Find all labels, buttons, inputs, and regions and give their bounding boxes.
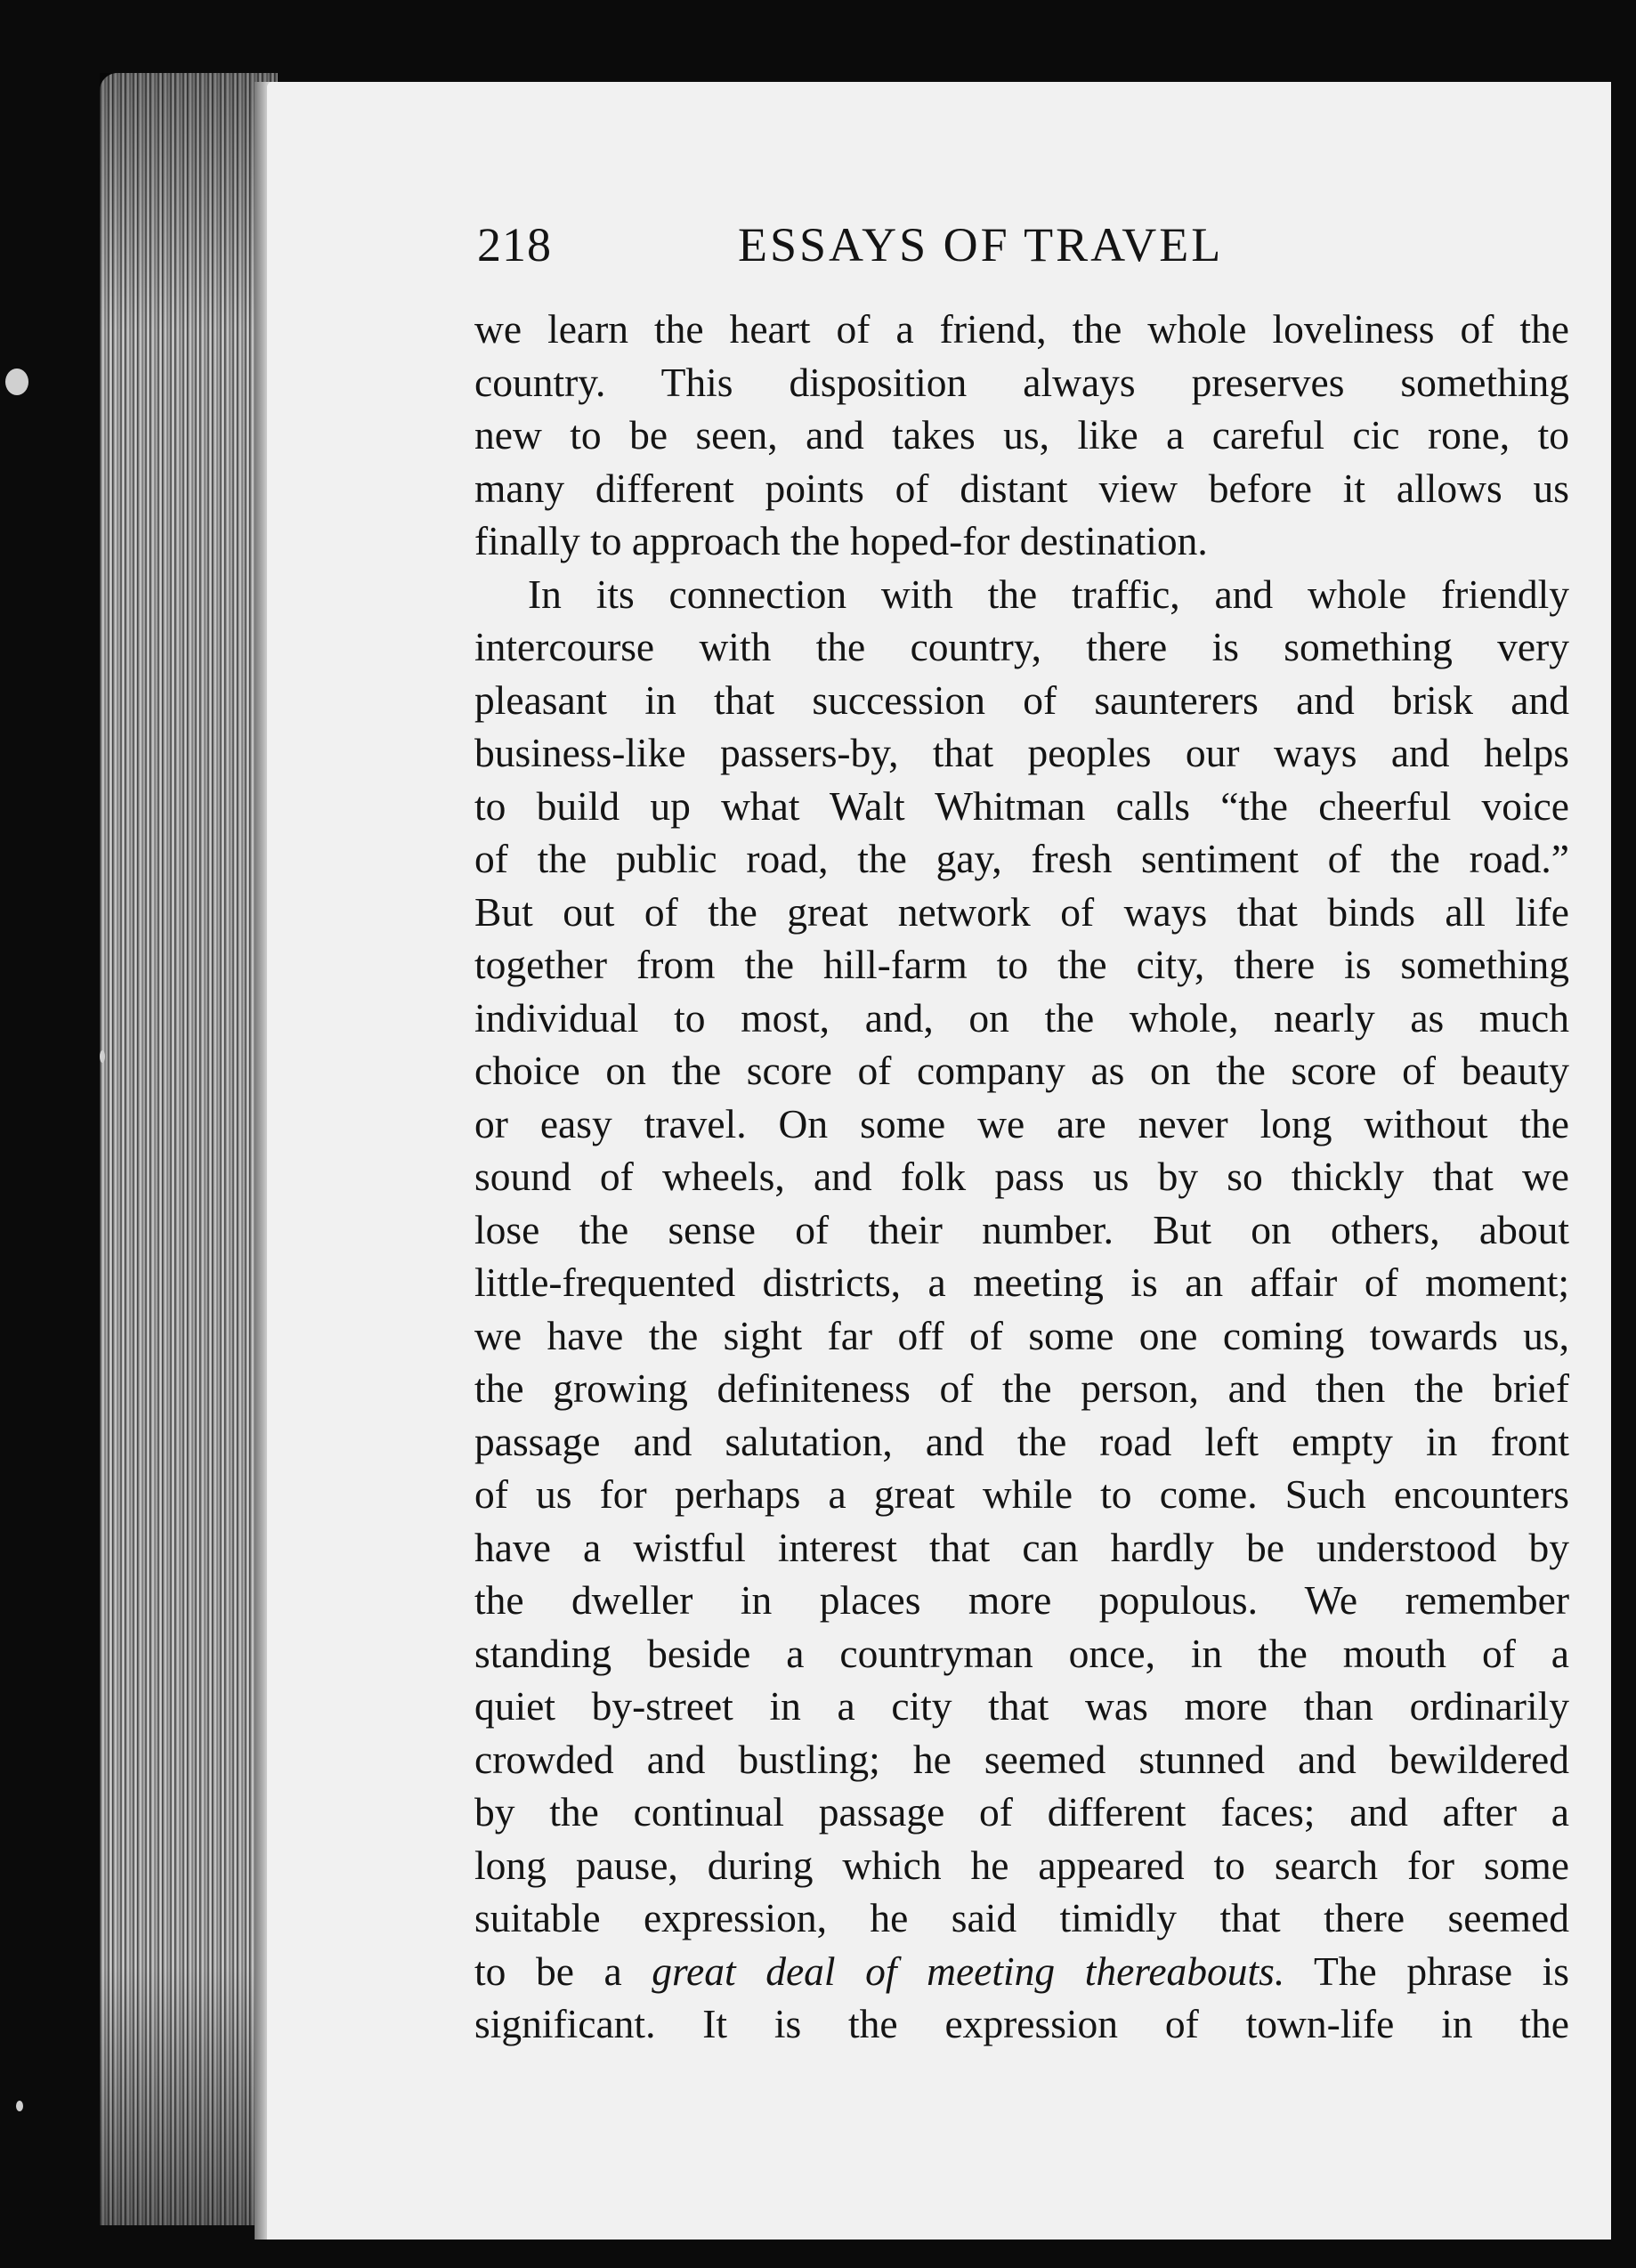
text-line: standing beside a countryman once, in the mouth of a [474, 1630, 1569, 1676]
text-line: of the public road, the gay, fresh sentiment of the road.” [474, 836, 1569, 881]
text-line: crowded and bustling; he seemed stunned and bewildered [474, 1736, 1569, 1782]
text-line: intercourse with the country, there is something very [474, 624, 1569, 669]
book-page-edges [100, 73, 278, 2225]
running-title: ESSAYS OF TRAVEL [738, 218, 1224, 271]
text-line: quiet by-street in a city that was more than ordinarily [474, 1683, 1569, 1729]
text-line: the dweller in places more populous. We remember [474, 1577, 1569, 1623]
text-line: new to be seen, and takes us, like a careful cic rone, to [474, 412, 1569, 458]
text-line: passage and salutation, and the road left empty in front [474, 1418, 1569, 1464]
text-line: finally to approach the hoped-for destination. [474, 518, 1208, 563]
text-line: pleasant in that succession of saunterers and brisk and [474, 676, 1569, 723]
text-line: In its connection with the traffic, and whole friendly [528, 571, 1569, 617]
page-content [474, 214, 1569, 2051]
text-line: individual to most, and, on the whole, nearly as much [474, 994, 1569, 1041]
scan-speck [100, 1050, 105, 1063]
body-text [474, 303, 1569, 2051]
running-header [474, 214, 1569, 285]
text-line: significant. It is the expression of town-life in the [474, 2001, 1569, 2046]
text-line: the growing definiteness of the person, and then the brief [474, 1365, 1569, 1411]
text-line: to build up what Walt Whitman calls “the cheerful voice [474, 782, 1569, 829]
text-line: we have the sight far off of some one coming towards us, [474, 1312, 1569, 1358]
text-line: little-frequented districts, a meeting is an affair of moment; [474, 1260, 1569, 1305]
text-line: we learn the heart of a friend, the whole loveliness of the [474, 306, 1569, 352]
text-line: But out of the great network of ways that binds all life [474, 888, 1569, 935]
text-line: suitable expression, he said timidly that there seemed [474, 1895, 1569, 1940]
text-line: have a wistful interest that can hardly be understood by [474, 1524, 1569, 1570]
text-line: country. This disposition always preserves something [474, 359, 1569, 405]
text-line: together from the hill-farm to the city, there is something [474, 942, 1569, 987]
scan-speck [16, 2101, 23, 2111]
text-line: or easy travel. On some we are never long without the [474, 1100, 1569, 1146]
page-number: 218 [477, 218, 552, 271]
text-line: long pause, during which he appeared to search for some [474, 1842, 1569, 1888]
text-line: lose the sense of their number. But on others, about [474, 1206, 1569, 1252]
text-line: sound of wheels, and folk pass us by so thickly that we [474, 1154, 1569, 1199]
text-line-with-italic [474, 1945, 1569, 1998]
italic-phrase: great deal of meeting thereabouts. [652, 1948, 1285, 1994]
text-line: by the continual passage of different faces; and after a [474, 1789, 1569, 1835]
text-line: choice on the score of company as on the score of beauty [474, 1048, 1569, 1093]
text-line: business-like passers-by, that peoples our ways and helps [474, 730, 1569, 775]
text-segment: The phrase is [1284, 1948, 1569, 1994]
text-line: of us for perhaps a great while to come. Such encounters [474, 1471, 1569, 1517]
text-line: many different points of distant view before it allows us [474, 465, 1569, 511]
scan-speck [5, 369, 28, 395]
text-segment: to be a [474, 1948, 652, 1994]
